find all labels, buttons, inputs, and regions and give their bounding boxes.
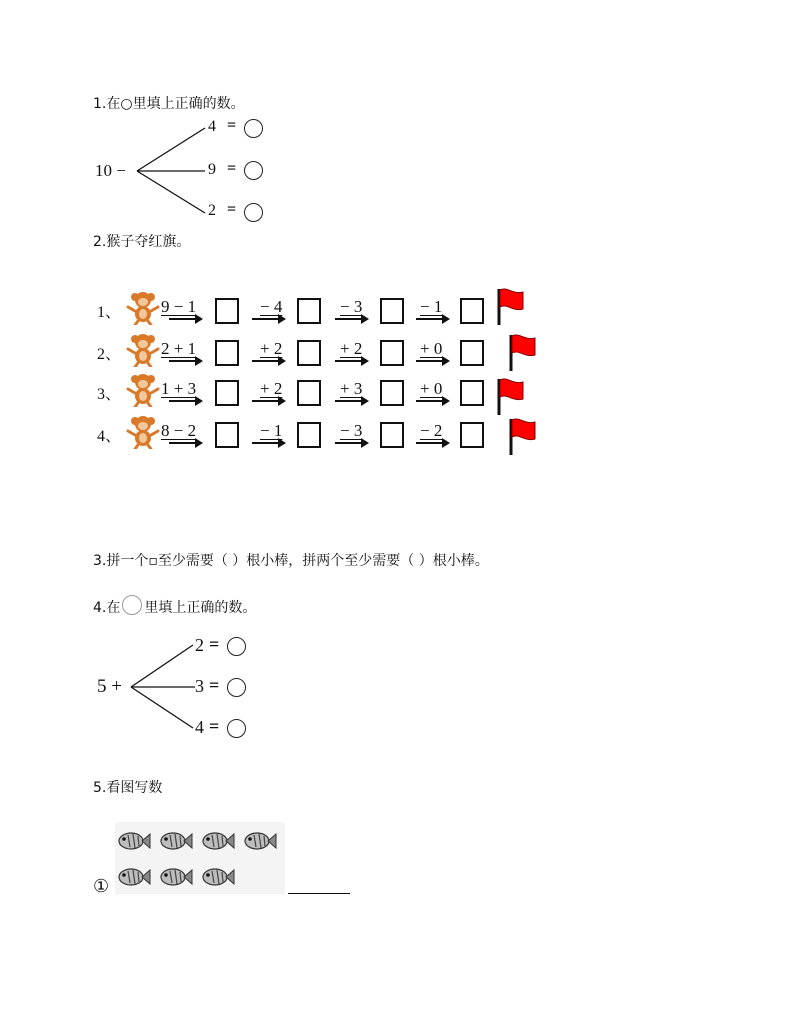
q2-title: 2.猴子夺红旗。	[93, 234, 191, 250]
arrow-icon	[169, 400, 201, 402]
arrow-icon	[169, 442, 201, 444]
q2-operation: − 4	[260, 297, 283, 316]
q4-equals-2: =	[209, 675, 220, 695]
q2-operation: 9 − 1	[161, 297, 197, 316]
q2-answer-box[interactable]	[460, 298, 484, 324]
q5-item-number: ①	[93, 876, 110, 896]
q2-answer-box[interactable]	[460, 380, 484, 406]
arrow-icon	[335, 318, 367, 320]
q2-operation: − 1	[420, 297, 443, 316]
q3-title: 3.拼一个▫至少需要（ ）根小棒，拼两个至少需要（ ）根小棒。	[93, 553, 489, 569]
q1-equals-2: =	[227, 160, 237, 177]
q2-answer-box[interactable]	[460, 422, 484, 448]
q4-answer-circle-1[interactable]	[227, 637, 246, 656]
q4-diagram	[95, 633, 265, 743]
q2-operation: 2 + 1	[161, 339, 197, 358]
fish-icon	[201, 866, 235, 888]
q4-equals-3: =	[209, 716, 220, 736]
q2-answer-box[interactable]	[297, 298, 321, 324]
q1-diagram	[95, 116, 270, 226]
monkey-icon	[123, 411, 163, 449]
q5-answer-blank[interactable]	[288, 893, 350, 894]
q4-equals-1: =	[209, 634, 220, 654]
q1-answer-circle-3[interactable]	[244, 203, 263, 222]
monkey-icon	[123, 369, 163, 407]
arrow-icon	[416, 318, 448, 320]
q2-operation: + 2	[260, 379, 283, 398]
arrow-icon	[169, 318, 201, 320]
fish-icon	[159, 866, 193, 888]
q4-addend: 5 +	[97, 676, 122, 697]
q2-row-label: 3、	[97, 386, 122, 403]
red-flag-icon	[507, 417, 539, 457]
red-flag-icon	[507, 333, 539, 373]
circle-icon	[122, 595, 142, 615]
fish-icon	[117, 830, 151, 852]
q2-answer-box[interactable]	[380, 380, 404, 406]
arrow-icon	[252, 442, 284, 444]
q2-operation: + 0	[420, 339, 443, 358]
arrow-icon	[335, 360, 367, 362]
monkey-icon	[123, 329, 163, 367]
q2-operation: + 0	[420, 379, 443, 398]
q2-answer-box[interactable]	[297, 340, 321, 366]
q4-answer-circle-3[interactable]	[227, 719, 246, 738]
q2-operation: + 3	[340, 379, 363, 398]
q2-operation: 1 + 3	[161, 379, 197, 398]
q2-answer-box[interactable]	[297, 422, 321, 448]
arrow-icon	[169, 360, 201, 362]
red-flag-icon	[495, 287, 527, 327]
q4-item-1: 2	[195, 635, 204, 655]
q2-answer-box[interactable]	[380, 340, 404, 366]
q2-row-label: 2、	[97, 346, 122, 363]
q1-minuend: 10 −	[95, 161, 126, 180]
q1-equals-1: =	[227, 117, 237, 134]
q2-operation: − 3	[340, 421, 363, 440]
q2-operation: − 2	[420, 421, 443, 440]
q1-answer-circle-2[interactable]	[244, 161, 263, 180]
arrow-icon	[416, 400, 448, 402]
q2-operation: − 1	[260, 421, 283, 440]
q2-answer-box[interactable]	[380, 298, 404, 324]
q2-row-label: 1、	[97, 304, 122, 321]
q2-answer-box[interactable]	[215, 298, 239, 324]
fish-icon	[201, 830, 235, 852]
q2-monkey-race	[95, 285, 545, 465]
q5-title: 5.看图写数	[93, 780, 163, 796]
q4-item-3: 4	[195, 717, 204, 737]
q2-answer-box[interactable]	[297, 380, 321, 406]
q2-answer-box[interactable]	[460, 340, 484, 366]
arrow-icon	[416, 360, 448, 362]
fish-icon	[117, 866, 151, 888]
q4-answer-circle-2[interactable]	[227, 678, 246, 697]
red-flag-icon	[495, 377, 527, 417]
q4-title-prefix: 4.在	[93, 600, 121, 616]
q2-answer-box[interactable]	[215, 380, 239, 406]
q5-fish-picture	[115, 822, 285, 894]
q1-item-2: 9	[208, 161, 216, 178]
q2-answer-box[interactable]	[380, 422, 404, 448]
q2-operation: − 3	[340, 297, 363, 316]
monkey-icon	[123, 287, 163, 325]
fish-icon	[159, 830, 193, 852]
q2-answer-box[interactable]	[215, 340, 239, 366]
arrow-icon	[416, 442, 448, 444]
q2-row-label: 4、	[97, 428, 122, 445]
q4-title	[93, 595, 256, 617]
fish-icon	[243, 830, 277, 852]
q1-item-1: 4	[208, 118, 216, 135]
arrow-icon	[252, 400, 284, 402]
q1-equals-3: =	[227, 201, 237, 218]
q4-title-suffix: 里填上正确的数。	[144, 600, 257, 616]
q2-operation: + 2	[340, 339, 363, 358]
q1-answer-circle-1[interactable]	[244, 119, 263, 138]
q2-operation: + 2	[260, 339, 283, 358]
q1-item-3: 2	[208, 202, 216, 219]
q2-operation: 8 − 2	[161, 421, 197, 440]
q2-answer-box[interactable]	[215, 422, 239, 448]
arrow-icon	[252, 360, 284, 362]
q4-item-2: 3	[195, 676, 204, 696]
arrow-icon	[335, 400, 367, 402]
q1-title: 1.在○里填上正确的数。	[93, 96, 245, 112]
arrow-icon	[335, 442, 367, 444]
arrow-icon	[252, 318, 284, 320]
